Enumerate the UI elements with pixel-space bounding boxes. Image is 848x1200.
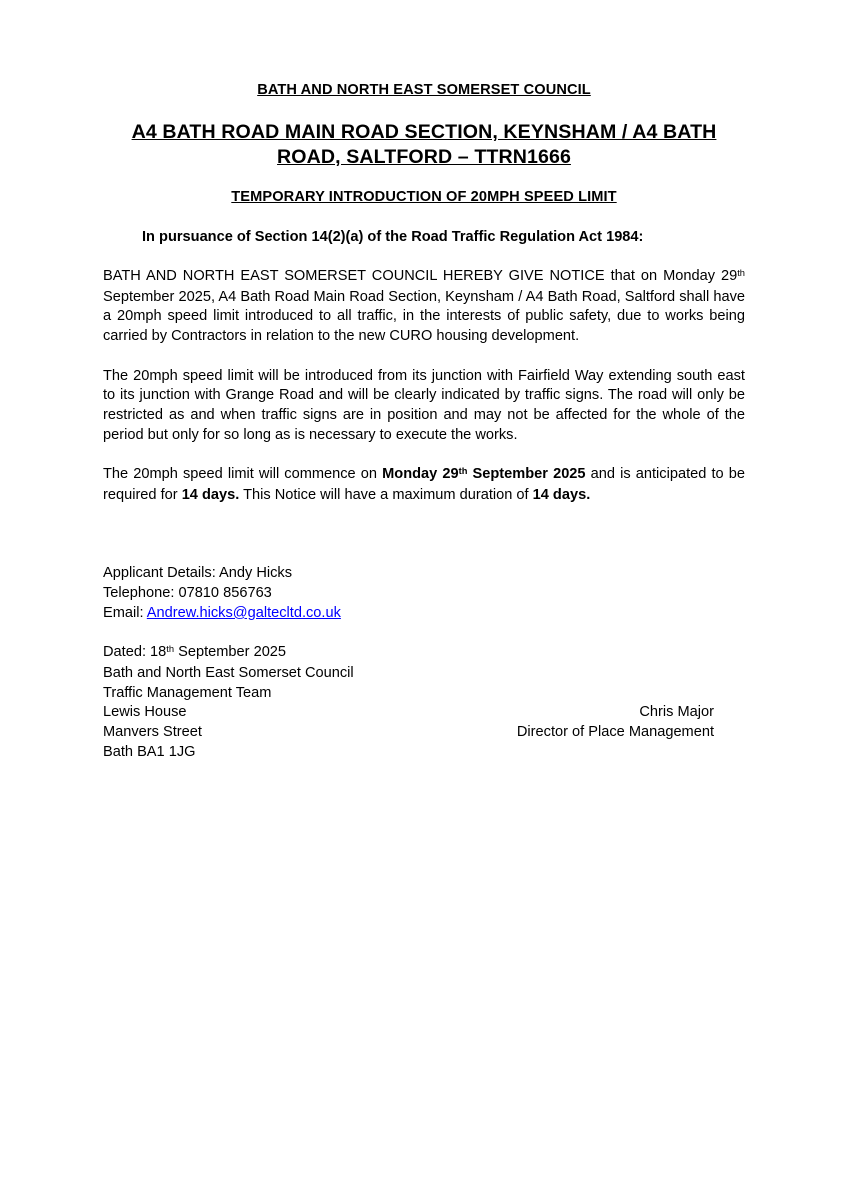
duration-bold: 14 days. [181, 486, 240, 503]
applicant-name-line: Applicant Details: Andy Hicks [103, 565, 292, 582]
email-link[interactable]: Andrew.hicks@galtecltd.co.uk [146, 604, 341, 621]
address-line-2: Manvers Street [103, 724, 202, 741]
paragraph-commencement [103, 465, 745, 505]
signoff-council-line: Bath and North East Somerset Council [103, 664, 354, 681]
signoff-row-1 [103, 703, 745, 723]
dated-superscript: th [166, 644, 175, 655]
notice-type-heading: TEMPORARY INTRODUCTION OF 20MPH SPEED LIMIT [231, 189, 617, 206]
signatory-name: Chris Major [639, 704, 714, 721]
council-heading: BATH AND NORTH EAST SOMERSET COUNCIL [257, 82, 591, 98]
paragraph-notice-text-post: September 2025, A4 Bath Road Main Road Section, Keynsham / A4 Bath Road, Saltford shall have a 20mph speed limit introduced to all traffic, in the interests of public safety, due to works being carried by Contractors in relation to the new CURO housing development. [103, 288, 745, 345]
signoff-row-2 [103, 723, 745, 743]
paragraph-notice-text-pre: BATH AND NORTH EAST SOMERSET COUNCIL HEREBY GIVE NOTICE that on Monday 29 [103, 268, 738, 285]
paragraph-notice [103, 267, 745, 347]
commence-text-2: and is anticipated to be required for [103, 466, 745, 503]
dated-text-pre: Dated: 18 [103, 644, 167, 661]
statutory-basis-line: In pursuance of Section 14(2)(a) of the Road Traffic Regulation Act 1984: [142, 228, 644, 245]
commence-date-bold-2: September 2025 [467, 466, 586, 483]
signoff-block [103, 643, 745, 762]
applicant-telephone-line: Telephone: 07810 856763 [103, 585, 272, 602]
paragraph-extent: The 20mph speed limit will be introduced from its junction with Fairfield Way extending south east to its junction with Grange Road and will be clearly indicated by traffic signs. The road will only be restricted as and when traffic signs are in position and may not be affected for the whole of the period but only for so long as is necessary to execute the works. [103, 367, 745, 443]
commence-date-superscript: th [458, 466, 468, 477]
commence-date-bold: Monday 29 [382, 466, 459, 483]
commence-text-1: The 20mph speed limit will commence on [103, 466, 383, 483]
applicant-email-line [103, 604, 745, 624]
signoff-team-line: Traffic Management Team [103, 684, 272, 701]
email-label: Email: [103, 604, 147, 621]
dated-line [103, 643, 745, 664]
road-scheme-heading: A4 BATH ROAD MAIN ROAD SECTION, KEYNSHAM / A4 BATH ROAD, SALTFORD – TTRN1666 [131, 121, 717, 168]
ordinal-superscript: th [737, 268, 745, 279]
dated-text-post: September 2025 [174, 644, 287, 661]
commence-text-3: This Notice will have a maximum duration of [239, 486, 533, 503]
address-line-1: Lewis House [103, 704, 187, 721]
address-line-3: Bath BA1 1JG [103, 743, 196, 760]
max-duration-bold: 14 days. [532, 486, 591, 503]
applicant-details-block [103, 564, 745, 623]
signatory-title: Director of Place Management [516, 724, 714, 741]
